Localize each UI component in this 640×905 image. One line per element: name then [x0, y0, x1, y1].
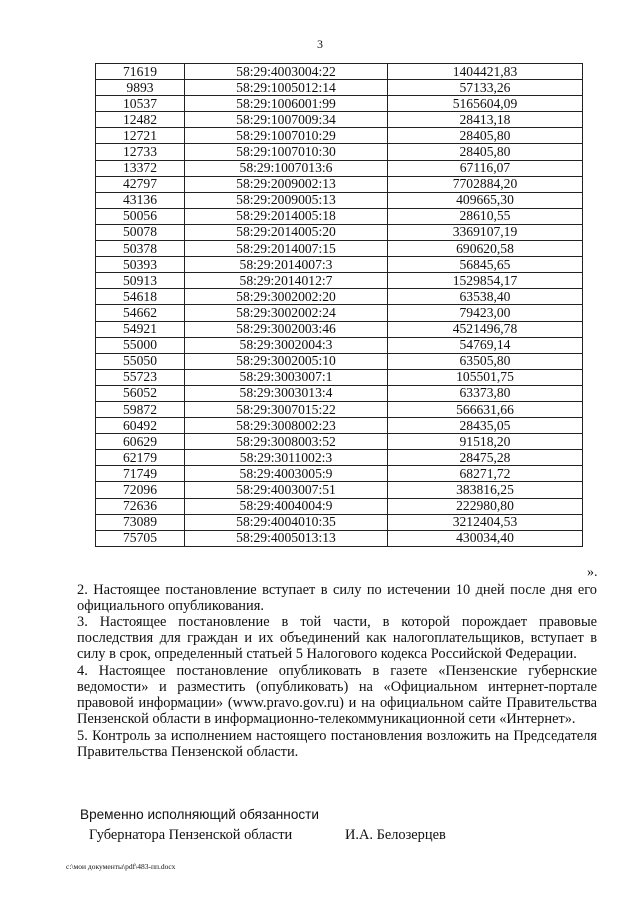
cadastral-value-cell: 28475,28 [388, 450, 583, 466]
cadastral-value-cell: 63373,80 [388, 385, 583, 401]
table-row [96, 385, 583, 401]
account-number-cell: 12721 [96, 128, 185, 144]
table-row [96, 369, 583, 385]
cadastral-number-cell: 58:29:4005013:13 [185, 530, 388, 546]
cadastral-number-cell: 58:29:1007013:6 [185, 160, 388, 176]
cadastral-value-cell: 91518,20 [388, 434, 583, 450]
account-number-cell: 43136 [96, 192, 185, 208]
table-row [96, 160, 583, 176]
cadastral-value-cell: 3369107,19 [388, 224, 583, 240]
signature-block [80, 805, 446, 845]
table-row [96, 80, 583, 96]
signatory-role-line-2: Губернатора Пензенской области [89, 827, 293, 843]
table-row [96, 450, 583, 466]
table-row [96, 144, 583, 160]
page-number: 3 [317, 37, 323, 51]
table-row [96, 192, 583, 208]
cadastral-number-cell: 58:29:2009005:13 [185, 192, 388, 208]
account-number-cell: 62179 [96, 450, 185, 466]
table-row [96, 112, 583, 128]
cadastral-value-cell: 57133,26 [388, 80, 583, 96]
account-number-cell: 42797 [96, 176, 185, 192]
cadastral-number-cell: 58:29:3003007:1 [185, 369, 388, 385]
cadastral-number-cell: 58:29:3008003:52 [185, 434, 388, 450]
cadastral-value-cell: 1404421,83 [388, 64, 583, 80]
account-number-cell: 13372 [96, 160, 185, 176]
account-number-cell: 71619 [96, 64, 185, 80]
table-body [96, 64, 583, 547]
account-number-cell: 56052 [96, 385, 185, 401]
table-row [96, 498, 583, 514]
cadastral-value-cell: 54769,14 [388, 337, 583, 353]
cadastral-number-cell: 58:29:3008002:23 [185, 418, 388, 434]
cadastral-number-cell: 58:29:3003013:4 [185, 385, 388, 401]
table-row [96, 128, 583, 144]
cadastral-value-cell: 63538,40 [388, 289, 583, 305]
table-row [96, 337, 583, 353]
cadastral-value-cell: 68271,72 [388, 466, 583, 482]
table-row [96, 353, 583, 369]
closing-quote: ». [587, 565, 598, 580]
cadastral-number-cell: 58:29:2009002:13 [185, 176, 388, 192]
account-number-cell: 55723 [96, 369, 185, 385]
account-number-cell: 12482 [96, 112, 185, 128]
account-number-cell: 50056 [96, 208, 185, 224]
table-row [96, 514, 583, 530]
cadastral-number-cell: 58:29:3002002:20 [185, 289, 388, 305]
table-row [96, 530, 583, 546]
account-number-cell: 72096 [96, 482, 185, 498]
cadastral-number-cell: 58:29:3002004:3 [185, 337, 388, 353]
cadastral-number-cell: 58:29:3011002:3 [185, 450, 388, 466]
account-number-cell: 50393 [96, 257, 185, 273]
cadastral-number-cell: 58:29:1005012:14 [185, 80, 388, 96]
account-number-cell: 12733 [96, 144, 185, 160]
table-row [96, 208, 583, 224]
cadastral-value-cell: 67116,07 [388, 160, 583, 176]
account-number-cell: 54662 [96, 305, 185, 321]
cadastral-value-cell: 28435,05 [388, 418, 583, 434]
cadastral-number-cell: 58:29:3002002:24 [185, 305, 388, 321]
table-row [96, 96, 583, 112]
cadastral-value-cell: 566631,66 [388, 401, 583, 417]
cadastral-number-cell: 58:29:1007010:29 [185, 128, 388, 144]
account-number-cell: 55050 [96, 353, 185, 369]
cadastral-value-cell: 409665,30 [388, 192, 583, 208]
cadastral-number-cell: 58:29:4003004:22 [185, 64, 388, 80]
cadastral-value-cell: 1529854,17 [388, 273, 583, 289]
cadastral-number-cell: 58:29:2014005:18 [185, 208, 388, 224]
account-number-cell: 50378 [96, 241, 185, 257]
paragraph-5: 5. Контроль за исполнением настоящего постановления возложить на Председателя Правительства Пензенской области. [77, 728, 597, 760]
signatory-name: И.А. Белозерцев [345, 827, 446, 843]
table-row [96, 224, 583, 240]
cadastral-number-cell: 58:29:2014007:3 [185, 257, 388, 273]
table-row [96, 241, 583, 257]
table-row [96, 176, 583, 192]
table-row [96, 434, 583, 450]
account-number-cell: 9893 [96, 80, 185, 96]
cadastral-number-cell: 58:29:3002003:46 [185, 321, 388, 337]
cadastral-value-cell: 28610,55 [388, 208, 583, 224]
cadastral-number-cell: 58:29:2014007:15 [185, 241, 388, 257]
signatory-role-line-1: Временно исполняющий обязанности [80, 807, 319, 822]
account-number-cell: 71749 [96, 466, 185, 482]
cadastral-value-cell: 222980,80 [388, 498, 583, 514]
cadastral-value-cell: 690620,58 [388, 241, 583, 257]
file-path: c:\мои документы\pdf\483-пп.docx [66, 862, 176, 871]
account-number-cell: 54921 [96, 321, 185, 337]
account-number-cell: 50078 [96, 224, 185, 240]
paragraph-4: 4. Настоящее постановление опубликовать в газете «Пензенские губернские ведомости» и разместить (опубликовать) на «Официальном интернет-портале правовой информации» (www.pravo.gov.ru) и на официальном сайте Правительства Пензенской области в информационно-телекоммуникационной сети «Интернет». [77, 663, 597, 727]
cadastral-value-cell: 105501,75 [388, 369, 583, 385]
cadastral-value-cell: 56845,65 [388, 257, 583, 273]
cadastral-value-cell: 79423,00 [388, 305, 583, 321]
account-number-cell: 60492 [96, 418, 185, 434]
table-row [96, 401, 583, 417]
cadastral-number-cell: 58:29:1007009:34 [185, 112, 388, 128]
cadastral-value-cell: 63505,80 [388, 353, 583, 369]
cadastral-number-cell: 58:29:3007015:22 [185, 401, 388, 417]
table-row [96, 305, 583, 321]
account-number-cell: 54618 [96, 289, 185, 305]
cadastral-value-cell: 3212404,53 [388, 514, 583, 530]
cadastral-value-cell: 5165604,09 [388, 96, 583, 112]
cadastral-number-cell: 58:29:4004004:9 [185, 498, 388, 514]
table-row [96, 289, 583, 305]
cadastral-number-cell: 58:29:1006001:99 [185, 96, 388, 112]
paragraph-3: 3. Настоящее постановление в той части, в которой порождает правовые последствия для граждан и их объединений как налогоплательщиков, вступает в силу в срок, определенный статьей 5 Налогового кодекса Российской Федерации. [77, 614, 597, 662]
table-row [96, 482, 583, 498]
cadastral-value-cell: 383816,25 [388, 482, 583, 498]
table-row [96, 64, 583, 80]
cadastral-number-cell: 58:29:2014012:7 [185, 273, 388, 289]
cadastral-value-table [95, 63, 583, 547]
cadastral-number-cell: 58:29:2014005:20 [185, 224, 388, 240]
cadastral-number-cell: 58:29:4003005:9 [185, 466, 388, 482]
table-row [96, 273, 583, 289]
account-number-cell: 59872 [96, 401, 185, 417]
account-number-cell: 10537 [96, 96, 185, 112]
account-number-cell: 72636 [96, 498, 185, 514]
table-row [96, 321, 583, 337]
account-number-cell: 60629 [96, 434, 185, 450]
cadastral-number-cell: 58:29:4003007:51 [185, 482, 388, 498]
cadastral-number-cell: 58:29:4004010:35 [185, 514, 388, 530]
cadastral-number-cell: 58:29:3002005:10 [185, 353, 388, 369]
account-number-cell: 75705 [96, 530, 185, 546]
cadastral-value-cell: 28413,18 [388, 112, 583, 128]
paragraph-2: 2. Настоящее постановление вступает в силу по истечении 10 дней после дня его официального опубликования. [77, 582, 597, 614]
cadastral-value-cell: 430034,40 [388, 530, 583, 546]
table-row [96, 466, 583, 482]
cadastral-value-cell: 4521496,78 [388, 321, 583, 337]
account-number-cell: 73089 [96, 514, 185, 530]
cadastral-value-cell: 28405,80 [388, 144, 583, 160]
table-row [96, 257, 583, 273]
cadastral-number-cell: 58:29:1007010:30 [185, 144, 388, 160]
account-number-cell: 50913 [96, 273, 185, 289]
table-row [96, 418, 583, 434]
cadastral-value-cell: 7702884,20 [388, 176, 583, 192]
account-number-cell: 55000 [96, 337, 185, 353]
cadastral-value-cell: 28405,80 [388, 128, 583, 144]
